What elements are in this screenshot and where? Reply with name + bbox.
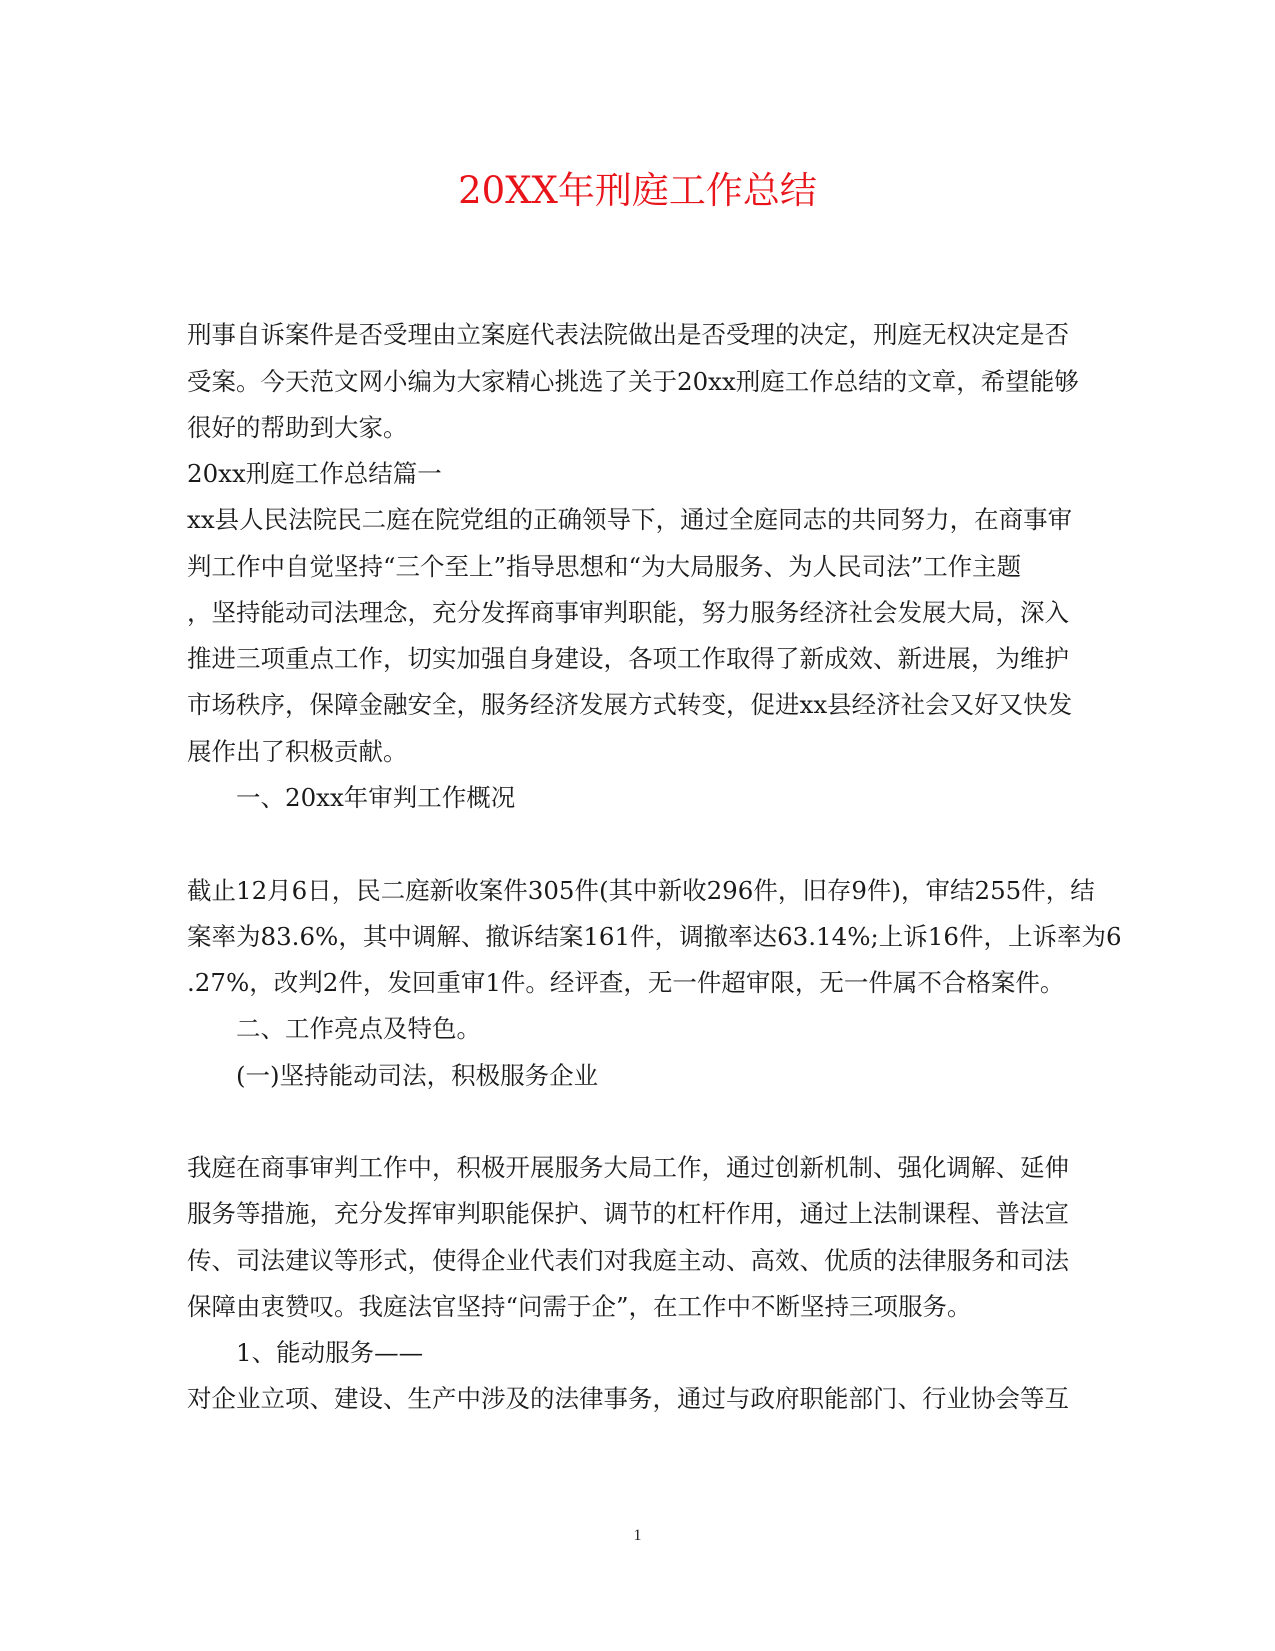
- body-line: 我庭在商事审判工作中，积极开展服务大局工作，通过创新机制、强化调解、延伸: [187, 1153, 1069, 1182]
- section-heading: 20xx刑庭工作总结篇一: [187, 459, 442, 488]
- body-line: 刑事自诉案件是否受理由立案庭代表法院做出是否受理的决定，刑庭无权决定是否: [187, 320, 1069, 349]
- page-number: 1: [633, 1527, 642, 1544]
- body-line: ，坚持能动司法理念，充分发挥商事审判职能，努力服务经济社会发展大局，深入: [187, 598, 1069, 627]
- body-line: 截止12月6日，民二庭新收案件305件(其中新收296件，旧存9件)，审结255件，结: [187, 876, 1095, 905]
- body-line: 对企业立项、建设、生产中涉及的法律事务，通过与政府职能部门、行业协会等互: [187, 1384, 1069, 1413]
- body-line: .27%，改判2件，发回重审1件。经评查，无一件超审限，无一件属不合格案件。: [187, 968, 1065, 997]
- body-line: 判工作中自觉坚持“三个至上”指导思想和“为大局服务、为人民司法”工作主题: [187, 552, 1022, 581]
- body-line: 推进三项重点工作，切实加强自身建设，各项工作取得了新成效、新进展，为维护: [187, 644, 1069, 673]
- body-line: 传、司法建议等形式，使得企业代表们对我庭主动、高效、优质的法律服务和司法: [187, 1246, 1069, 1275]
- body-line: xx县人民法院民二庭在院党组的正确领导下，通过全庭同志的共同努力，在商事审: [187, 505, 1073, 534]
- section-heading: 一、20xx年审判工作概况: [236, 783, 516, 812]
- body-line: 保障由衷赞叹。我庭法官坚持“问需于企”，在工作中不断坚持三项服务。: [187, 1292, 972, 1321]
- body-line: 市场秩序，保障金融安全，服务经济发展方式转变，促进xx县经济社会又好又快发: [187, 690, 1073, 719]
- body-line: 案率为83.6%，其中调解、撤诉结案161件，调撤率达63.14%;上诉16件，上诉率为6: [187, 922, 1122, 951]
- body-line: 很好的帮助到大家。: [187, 413, 408, 442]
- subsection-heading: (一)坚持能动司法，积极服务企业: [236, 1061, 599, 1090]
- list-item-heading: 1、能动服务——: [236, 1338, 424, 1367]
- body-line: 展作出了积极贡献。: [187, 737, 408, 766]
- body-line: 服务等措施，充分发挥审判职能保护、调节的杠杆作用，通过上法制课程、普法宣: [187, 1199, 1069, 1228]
- document-title: 20XX年刑庭工作总结: [458, 169, 817, 212]
- body-line: 受案。今天范文网小编为大家精心挑选了关于20xx刑庭工作总结的文章，希望能够: [187, 367, 1079, 396]
- section-heading: 二、工作亮点及特色。: [236, 1014, 481, 1043]
